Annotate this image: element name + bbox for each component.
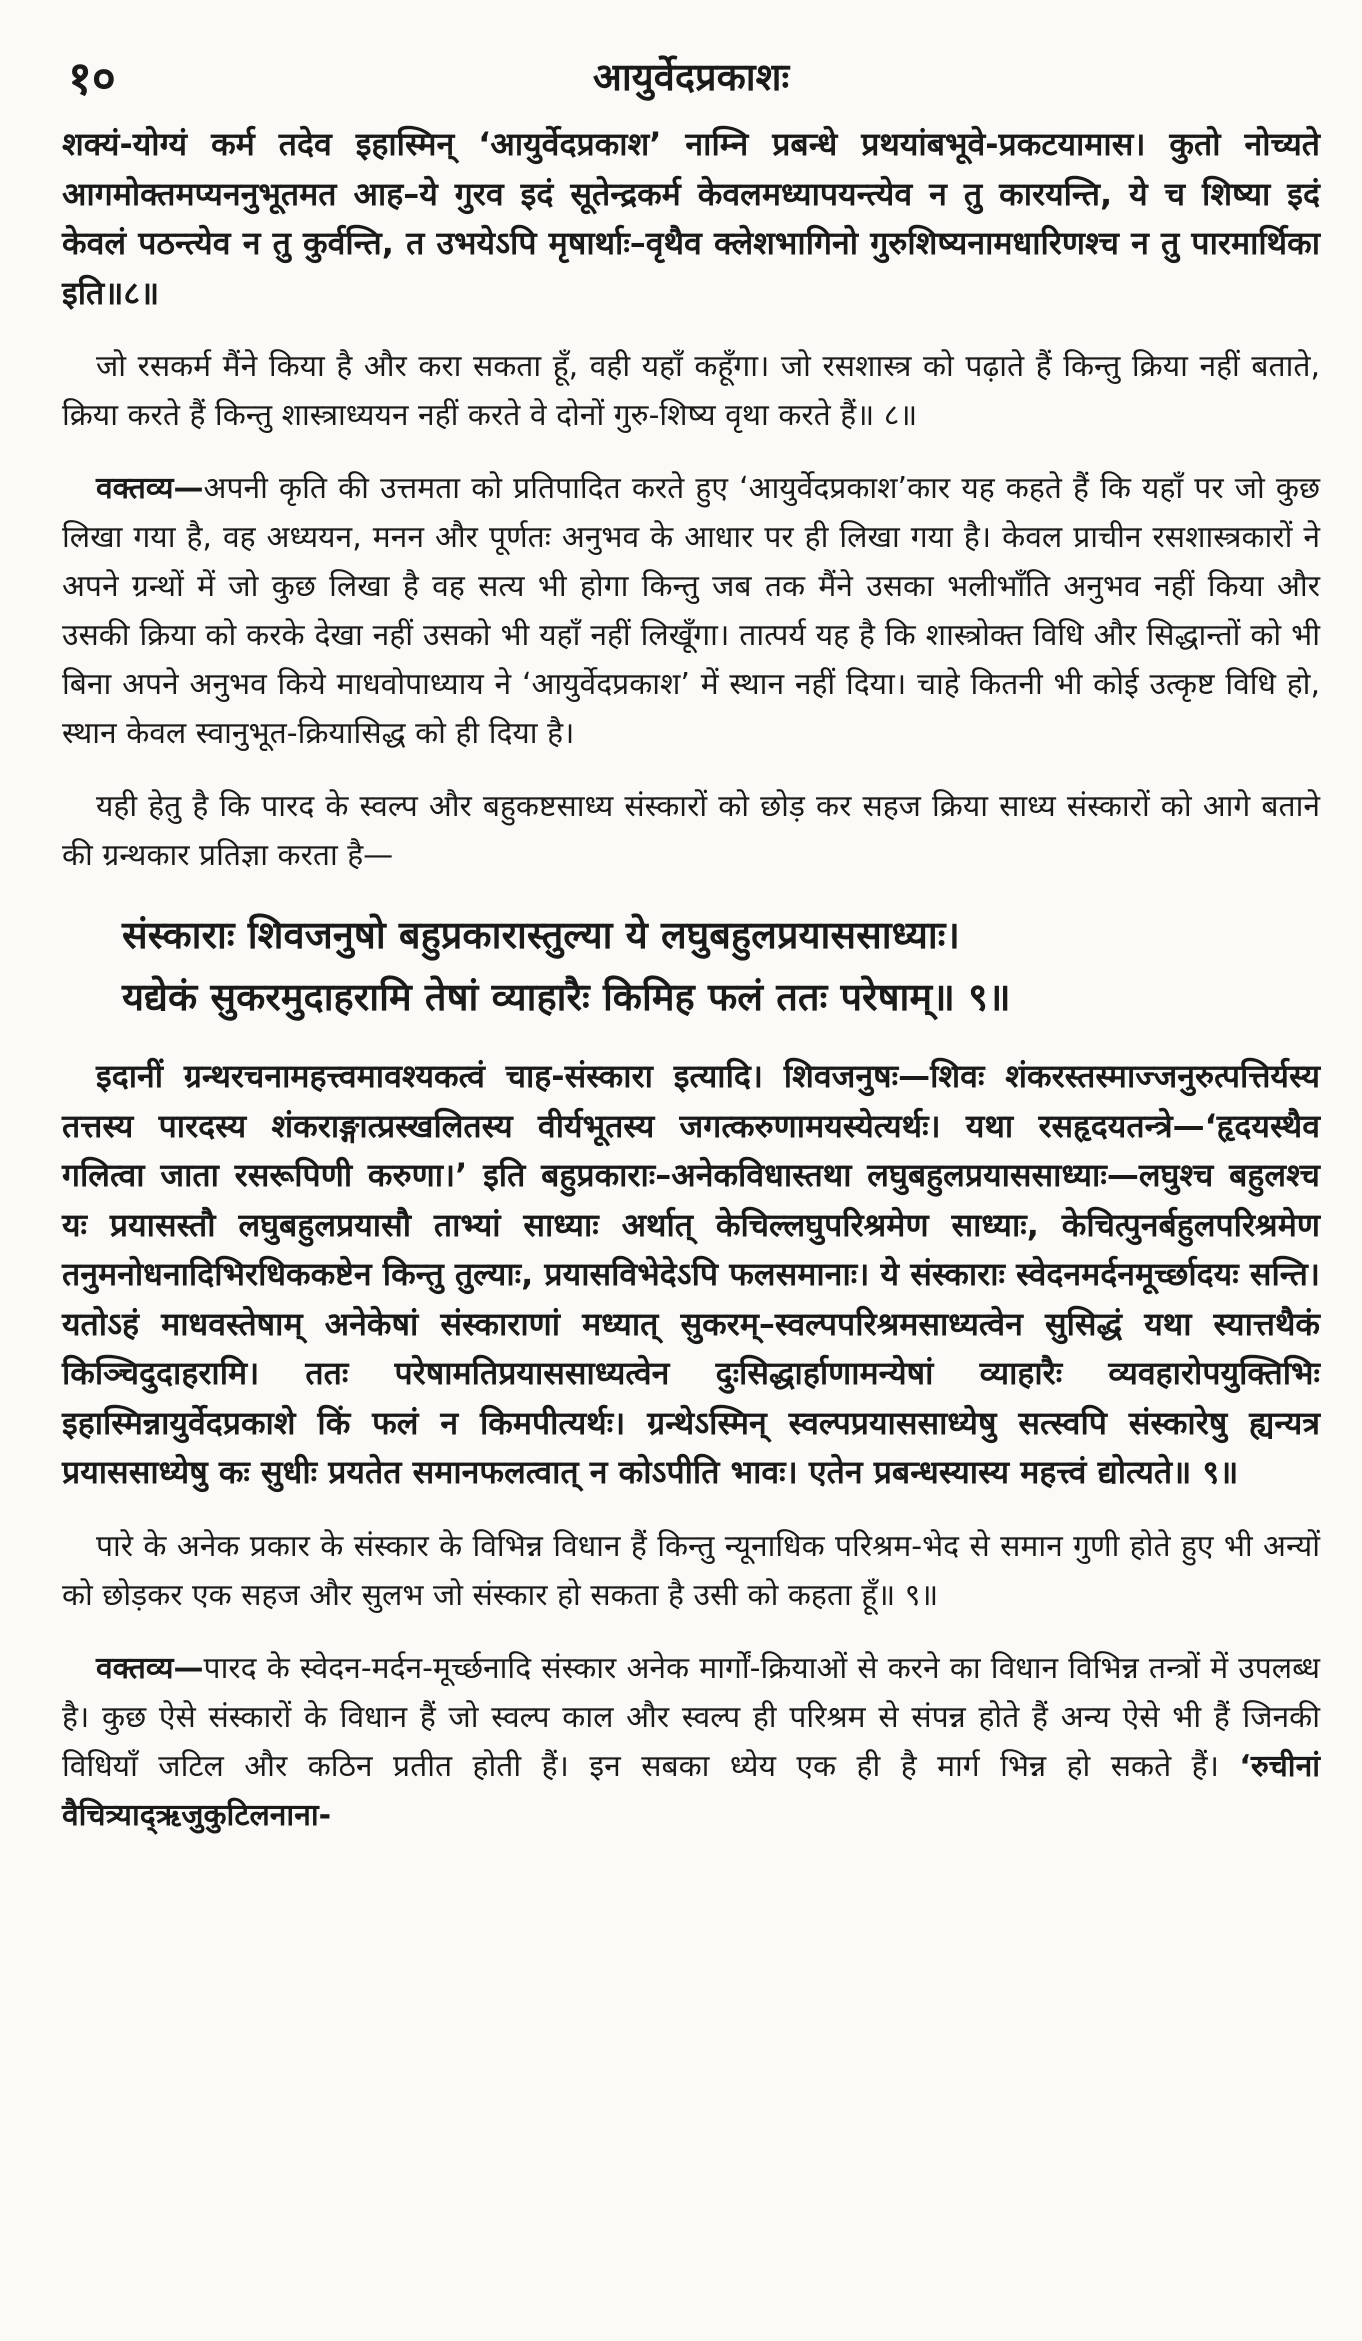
vaktavya-text: अपनी कृति की उत्तमता को प्रतिपादित करते हुए ‘आयुर्वेदप्रकाश’कार यह कहते हैं कि यहाँ पर जो कुछ लिखा गया है, वह अध्ययन, मनन और पूर्णतः अनुभव के आधार पर ही लिखा गया है। केवल प्राचीन रसशास्त्रकारों ने अपने ग्रन्थों में जो कुछ लिखा है वह सत्य भी होगा किन्तु जब तक मैंने उसका भलीभाँति अनुभव नहीं किया और उसकी क्रिया को करके देखा नहीं उसको भी यहाँ नहीं लिखूँगा। तात्पर्य यह है कि शास्त्रोक्त विधि और सिद्धान्तों को भी बिना अपने अनुभव किये माधवोपाध्याय ने ‘आयुर्वेदप्रकाश’ में स्थान नहीं दिया। चाहे कितनी भी कोई उत्कृष्ट विधि हो, स्थान केवल स्वानुभूत-क्रियासिद्ध को ही दिया है। [62,471,1320,751]
verse-block [62,904,1320,1028]
page-header [62,40,1320,112]
sanskrit-commentary-paragraph-1: शक्यं-योग्यं कर्म तदेव इहास्मिन् ‘आयुर्वेदप्रकाश’ नाम्नि प्रबन्धे प्रथयांबभूवे-प्रकटयामास। कुतो नोच्यते आगमोक्तमप्यननुभूतमत आह–ये गुरव इदं सूतेन्द्रकर्म केवलमध्यापयन्त्येव न तु कारयन्ति, ये च शिष्या इदं केवलं पठन्त्येव न तु कुर्वन्ति, त उभयेऽपि मृषार्थाः–वृथैव क्लेशभागिनो गुरुशिष्यनामधारिणश्च न तु पारमार्थिका इति॥८॥ [62,125,1320,312]
vaktavya-label: वक्तव्य— [96,1650,204,1686]
running-title: आयुर्वेदप्रकाशः [592,55,790,99]
vaktavya-paragraph-2 [62,1644,1320,1840]
vaktavya-paragraph-1 [62,464,1320,758]
quotation-start: ‘रुचीनां वैचित्र्याद्ऋजुकुटिलनाना- [62,1748,1320,1833]
verse-line-1: संस्काराः शिवजनुषो बहुप्रकारास्तुल्या ये लघुबहुलप्रयाससाध्याः। [122,913,960,957]
hindi-translation-paragraph-2: पारे के अनेक प्रकार के संस्कार के विभिन्न विधान हैं किन्तु न्यूनाधिक परिश्रम-भेद से समान गुणी होते हुए भी अन्यों को छोड़कर एक सहज और सुलभ जो संस्कार हो सकता है उसी को कहता हूँ॥ ९॥ [62,1528,1320,1613]
verse-line-2: यद्येकं सुकरमुदाहरामि तेषां व्याहारैः किमिह फलं ततः परेषाम्॥ ९॥ [122,975,1011,1019]
hindi-translation-paragraph-1: जो रसकर्म मैंने किया है और करा सकता हूँ, वही यहाँ कहूँगा। जो रसशास्त्र को पढ़ाते हैं किन्तु क्रिया नहीं बताते, क्रिया करते हैं किन्तु शास्त्राध्ययन नहीं करते वे दोनों गुरु-शिष्य वृथा करते हैं॥ ८॥ [62,349,1320,433]
page-number: १० [68,51,116,105]
vaktavya-label: वक्तव्य— [96,471,204,506]
vaktavya-text: पारद के स्वेदन-मर्दन-मूर्च्छनादि संस्कार अनेक मार्गों-क्रियाओं से करने का विधान विभिन्न तन्त्रों में उपलब्ध है। कुछ ऐसे संस्कारों के विधान हैं जो स्वल्प काल और स्वल्प ही परिश्रम से संपन्न होते हैं अन्य ऐसे भी हैं जिनकी विधियाँ जटिल और कठिन प्रतीत होती हैं। इन सबका ध्येय एक ही है मार्ग भिन्न हो सकते हैं। [62,1650,1320,1784]
hindi-intro-paragraph: यही हेतु है कि पारद के स्वल्प और बहुकष्टसाध्य संस्कारों को छोड़ कर सहज क्रिया साध्य संस्कारों को आगे बताने की ग्रन्थकार प्रतिज्ञा करता है— [62,789,1320,873]
sanskrit-commentary-paragraph-2: इदानीं ग्रन्थरचनामहत्त्वमावश्यकत्वं चाह-संस्कारा इत्यादि। शिवजनुषः—शिवः शंकरस्तस्माज्जनुरुत्पत्तिर्यस्य तत्तस्य पारदस्य शंकराङ्गात्प्रस्खलितस्य वीर्यभूतस्य जगत्करुणामयस्येत्यर्थः। यथा रसहृदयतन्त्रे—‘हृदयस्थैव गलित्वा जाता रसरूपिणी करुणा।’ इति बहुप्रकाराः–अनेकविधास्तथा लघुबहुलप्रयाससाध्याः—लघुश्च बहुलश्च यः प्रयासस्तौ लघुबहुलप्रयासौ ताभ्यां साध्याः अर्थात् केचिल्लघुपरिश्रमेण साध्याः, केचित्पुनर्बहुलपरिश्रमेण तनुमनोधनादिभिरधिककष्टेन किन्तु तुल्याः, प्रयासविभेदेऽपि फलसमानाः। ये संस्काराः स्वेदनमर्दनमूर्च्छादयः सन्ति। यतोऽहं माधवस्तेषाम् अनेकेषां संस्काराणां मध्यात् सुकरम्–स्वल्पपरिश्रमसाध्यत्वेन सुसिद्धं यथा स्यात्तथैकं किञ्चिदुदाहरामि। ततः परेषामतिप्रयाससाध्यत्वेन दुःसिद्धार्हाणामन्येषां व्याहारैः व्यवहारोपयुक्तिभिः इहास्मिन्नायुर्वेदप्रकाशे किं फलं न किमपीत्यर्थः। ग्रन्थेऽस्मिन् स्वल्पप्रयाससाध्येषु सत्स्वपि संस्कारेषु ह्यन्यत्र प्रयाससाध्येषु कः सुधीः प्रयतेत समानफलत्वात् न कोऽपीति भावः। एतेन प्रबन्धस्यास्य महत्त्वं द्योत्यते॥ ९॥ [62,1057,1320,1491]
